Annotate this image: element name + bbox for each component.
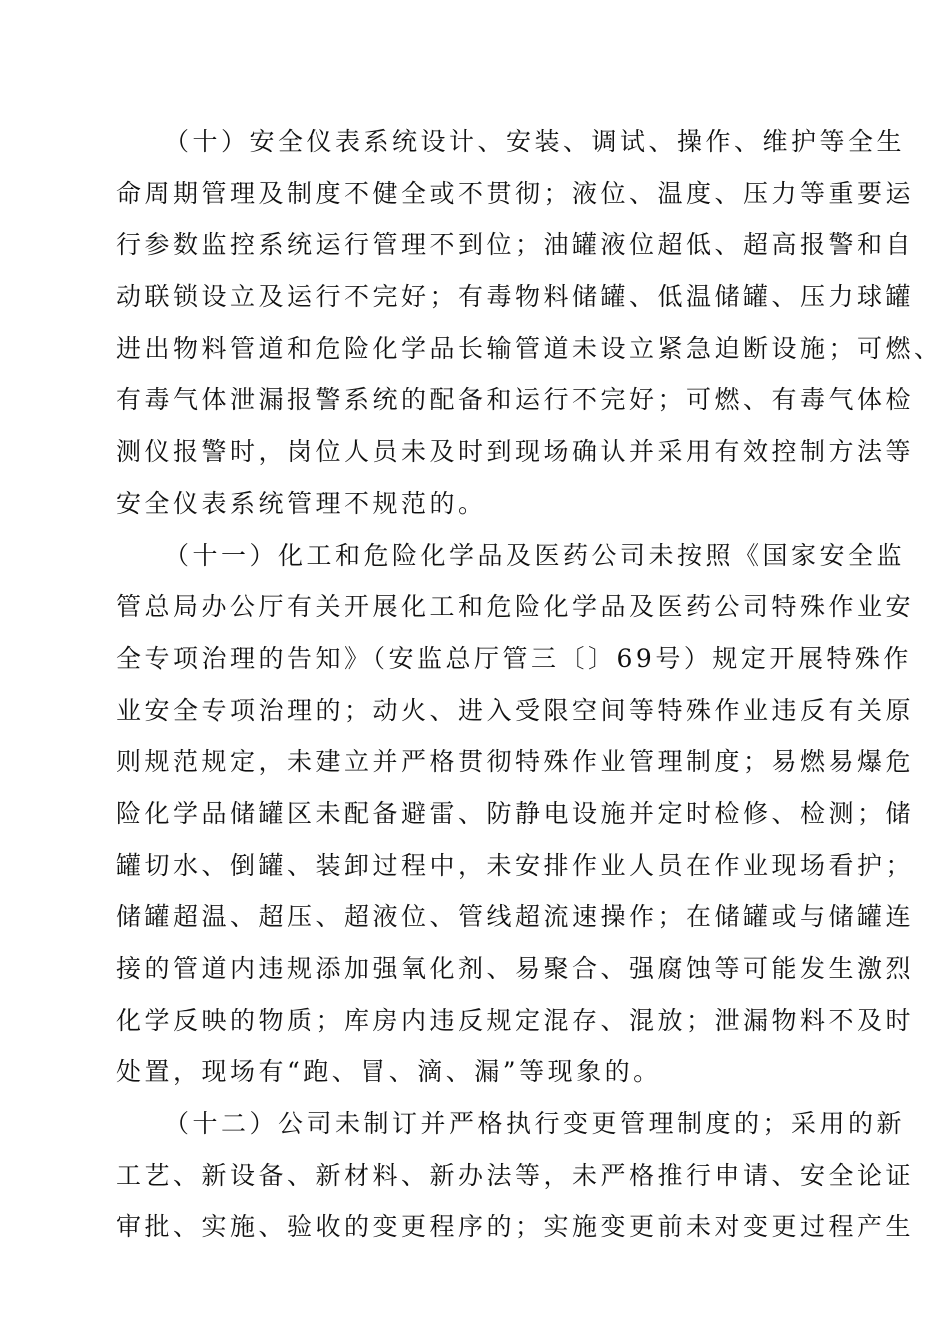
- document-body: [116, 116, 943, 1253]
- paragraph-11-line-11: 处置，现场有“跑、冒、滴、漏”等现象的。: [116, 1057, 662, 1087]
- paragraph-11-line-4: 业安全专项治理的；动火、进入受限空间等特殊作业违反有关原: [116, 695, 915, 725]
- paragraph-11-line-9: 接的管道内违规添加强氧化剂、易聚合、强腐蚀等可能发生激烈: [116, 954, 915, 983]
- paragraph-12-line-2: 工艺、新设备、新材料、新办法等，未严格推行申请、安全论证: [116, 1160, 915, 1190]
- paragraph-10-line-2: 命周期管理及制度不健全或不贯彻；液位、温度、压力等重要运: [116, 178, 915, 208]
- paragraph-10-line-1: （十）安全仪表系统设计、安装、调试、操作、维护等全生: [164, 127, 906, 156]
- paragraph-10-line-8: 安全仪表系统管理不规范的。: [116, 488, 487, 518]
- paragraph-12-line-1: （十二）公司未制订并严格执行变更管理制度的；采用的新: [164, 1109, 906, 1139]
- paragraph-10-line-4: 动联锁设立及运行不完好；有毒物料储罐、低温储罐、压力球罐: [116, 282, 915, 312]
- paragraph-10-line-5: 进出物料管道和危险化学品长输管道未设立紧急迫断设施；可燃、: [116, 333, 943, 363]
- paragraph-11-line-3: 全专项治理的告知》（安监总厅管三〔〕69号）规定开展特殊作: [116, 643, 912, 673]
- paragraph-11-line-7: 罐切水、倒罐、装卸过程中，未安排作业人员在作业现场看护；: [116, 850, 915, 880]
- paragraph-11-line-2: 管总局办公厅有关开展化工和危险化学品及医药公司特殊作业安: [116, 592, 915, 622]
- paragraph-11-line-5: 则规范规定，未建立并严格贯彻特殊作业管理制度；易燃易爆危: [116, 747, 915, 777]
- paragraph-11-line-6: 险化学品储罐区未配备避雷、防静电设施并定时检修、检测；储: [116, 798, 915, 828]
- paragraph-10-line-3: 行参数监控系统运行管理不到位；油罐液位超低、超高报警和自: [116, 230, 915, 260]
- paragraph-11-line-8: 储罐超温、超压、超液位、管线超流速操作；在储罐或与储罐连: [116, 902, 915, 932]
- paragraph-11-line-1: （十一）化工和危险化学品及医药公司未按照《国家安全监: [164, 540, 906, 570]
- paragraph-12-line-3: 审批、实施、验收的变更程序的；实施变更前未对变更过程产生: [116, 1212, 915, 1242]
- paragraph-10-line-6: 有毒气体泄漏报警系统的配备和运行不完好；可燃、有毒气体检: [116, 385, 915, 415]
- paragraph-11-line-10: 化学反映的物质；库房内违反规定混存、混放；泄漏物料不及时: [116, 1005, 915, 1035]
- paragraph-10-line-7: 测仪报警时，岗位人员未及时到现场确认并采用有效控制方法等: [116, 437, 915, 467]
